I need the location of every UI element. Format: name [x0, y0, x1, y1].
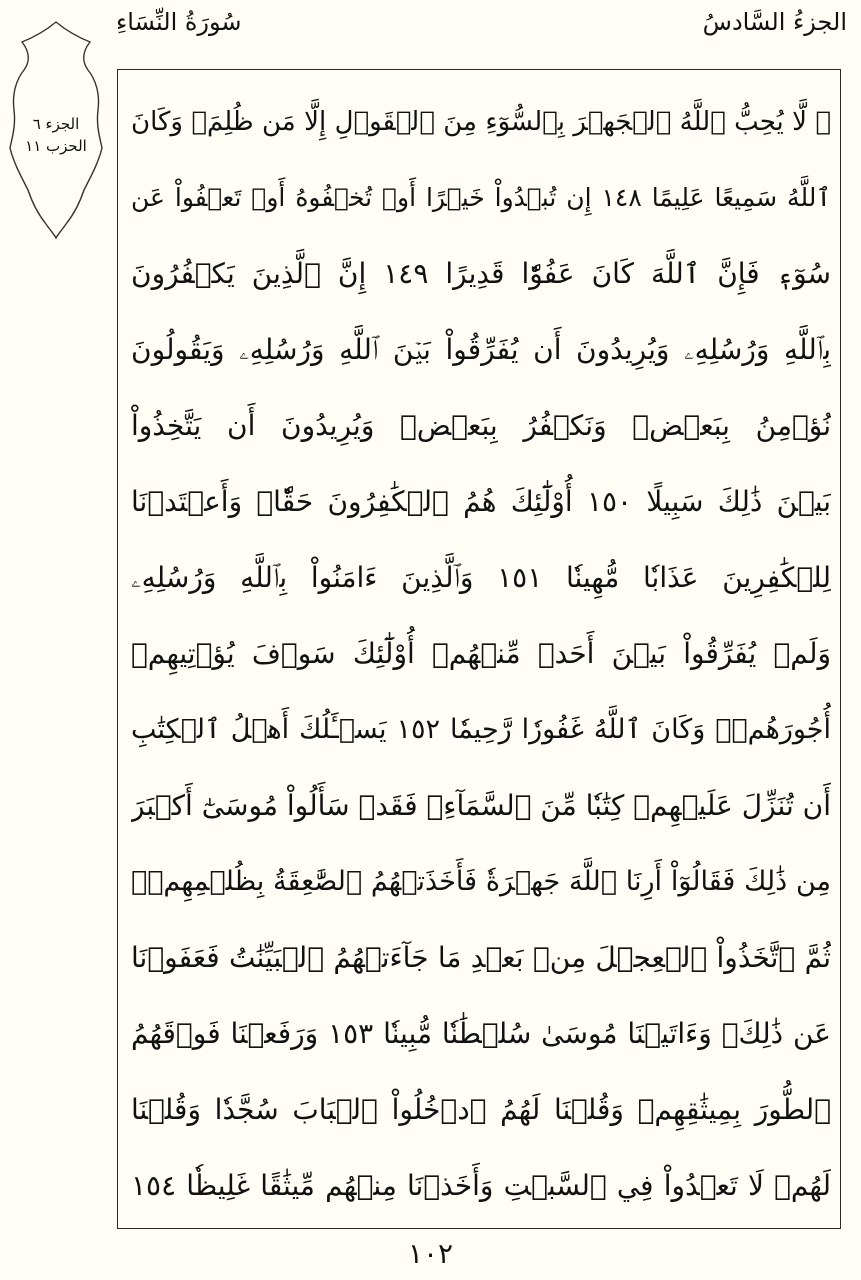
- text-line: مِن ذَٰلِكَ فَقَالُوٓاْ أَرِنَا ٱللَّهَ جَهۡرَةٗ فَأَخَذَتۡهُمُ ٱلصَّٰعِقَةُ بِظُلۡمِهِمۡۚ: [131, 866, 831, 897]
- badge-juz-label: الجزء ٦: [32, 115, 80, 133]
- text-line: لِلۡكَٰفِرِينَ عَذَابٗا مُّهِينٗا ١٥١ وَٱلَّذِينَ ءَامَنُواْ بِٱللَّهِ وَرُسُلِهِۦ: [131, 561, 831, 594]
- text-line: بَيۡنَ ذَٰلِكَ سَبِيلًا ١٥٠ أُوْلَٰٓئِكَ هُمُ ٱلۡكَٰفِرُونَ حَقّٗاۚ وَأَعۡتَدۡنَا: [131, 485, 831, 518]
- text-line: ٱلطُّورَ بِمِيثَٰقِهِمۡ وَقُلۡنَا لَهُمُ ٱدۡخُلُواْ ٱلۡبَابَ سُجَّدٗا وَقُلۡنَا: [131, 1093, 831, 1126]
- page-number: ١٠٢: [407, 1237, 454, 1270]
- text-line: عَن ذَٰلِكَۚ وَءَاتَيۡنَا مُوسَىٰ سُلۡطَٰنٗا مُّبِينٗا ١٥٣ وَرَفَعۡنَا فَوۡقَهُمُ: [131, 1017, 831, 1050]
- text-line: وَلَمۡ يُفَرِّقُواْ بَيۡنَ أَحَدٖ مِّنۡهُمۡ أُوْلَٰٓئِكَ سَوۡفَ يُؤۡتِيهِمۡ: [131, 637, 831, 670]
- surah-header: سُورَةُ النِّسَاءِ: [116, 8, 242, 36]
- text-line: ثُمَّ ٱتَّخَذُواْ ٱلۡعِجۡلَ مِنۢ بَعۡدِ مَا جَآءَتۡهُمُ ٱلۡبَيِّنَٰتُ فَعَفَوۡنَا: [131, 941, 831, 974]
- text-line: أَن تُنَزِّلَ عَلَيۡهِمۡ كِتَٰبٗا مِّنَ ٱلسَّمَآءِۚ فَقَدۡ سَأَلُواْ مُوسَىٰٓ أَكۡبَرَ: [131, 789, 831, 822]
- juz-hizb-badge: [0, 18, 112, 242]
- text-line: أُجُورَهُمۡۚ وَكَانَ ٱللَّهُ غَفُورٗا رَّحِيمٗا ١٥٢ يَسۡـَٔلُكَ أَهۡلُ ٱلۡكِتَٰبِ: [131, 714, 831, 745]
- juz-header: الجزءُ السَّادسُ: [702, 8, 847, 36]
- text-line: بِٱللَّهِ وَرُسُلِهِۦ وَيُرِيدُونَ أَن يُفَرِّقُواْ بَيۡنَ ٱللَّهِ وَرُسُلِهِۦ وَيَقُولُونَ: [131, 333, 831, 366]
- badge-hizb-label: الحزب ١١: [25, 137, 87, 155]
- text-line: ۞ لَّا يُحِبُّ ٱللَّهُ ٱلۡجَهۡرَ بِٱلسُّوٓءِ مِنَ ٱلۡقَوۡلِ إِلَّا مَن ظُلِمَۚ وَكَانَ: [131, 107, 831, 137]
- text-line: نُؤۡمِنُ بِبَعۡضٖ وَنَكۡفُرُ بِبَعۡضٖ وَيُرِيدُونَ أَن يَتَّخِذُواْ: [131, 409, 831, 442]
- text-line: سُوٓءٖ فَإِنَّ ٱللَّهَ كَانَ عَفُوّٗا قَدِيرًا ١٤٩ إِنَّ ٱلَّذِينَ يَكۡفُرُونَ: [131, 257, 831, 290]
- text-line: ٱللَّهُ سَمِيعًا عَلِيمًا ١٤٨ إِن تُبۡدُواْ خَيۡرًا أَوۡ تُخۡفُوهُ أَوۡ تَعۡفُواْ عَن: [131, 183, 831, 212]
- text-line: لَهُمۡ لَا تَعۡدُواْ فِي ٱلسَّبۡتِ وَأَخَذۡنَا مِنۡهُم مِّيثَٰقًا غَلِيظٗا ١٥٤: [131, 1169, 831, 1202]
- verse-lines: [131, 84, 831, 1224]
